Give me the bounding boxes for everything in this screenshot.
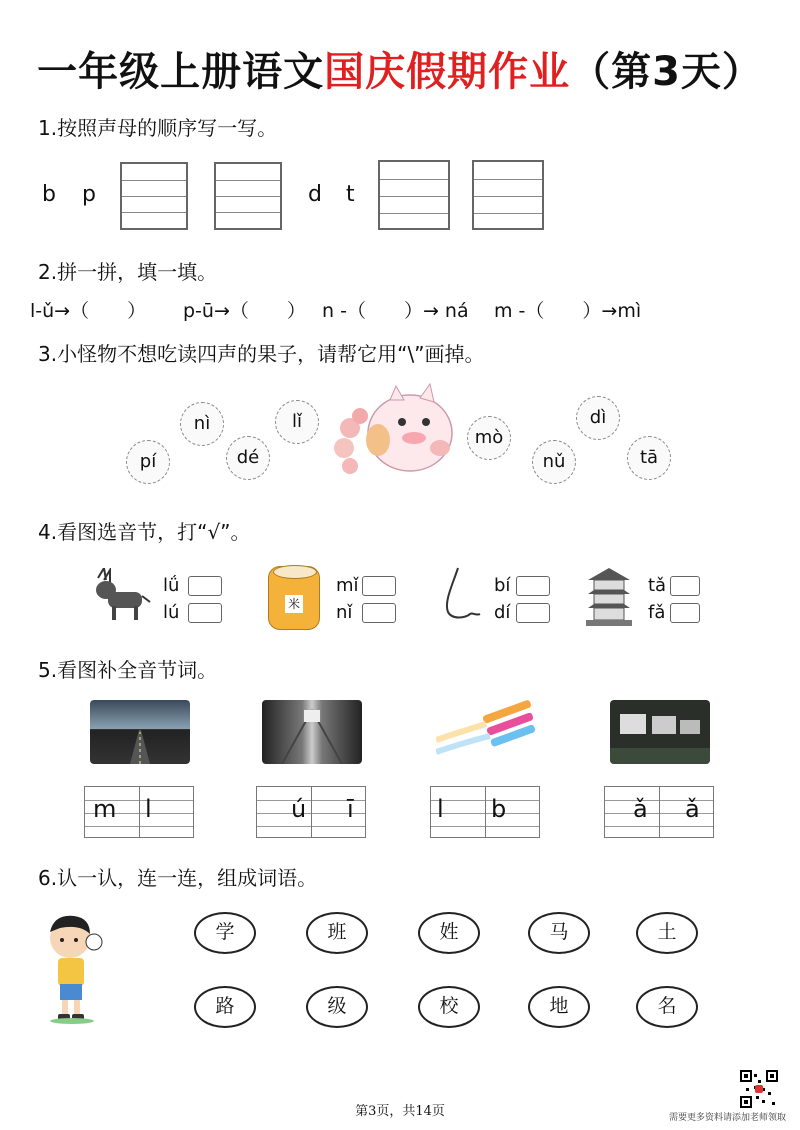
q5-grid-2[interactable]: ú ī — [256, 786, 366, 838]
q4-g2-opt2: nǐ — [336, 602, 353, 623]
q4-g3-opt1: bí — [494, 575, 511, 596]
q5-label: 5.看图补全音节词。 — [38, 658, 218, 682]
q4-g2-box2[interactable] — [362, 603, 396, 623]
page-title: 一年级上册语文国庆假期作业（第3天） — [37, 49, 763, 95]
rice-bag-image — [268, 566, 320, 630]
rice-bag-label: 米 — [285, 595, 303, 613]
word-circle-lu[interactable]: 路 — [194, 986, 256, 1028]
word-circle-ban[interactable]: 班 — [306, 912, 368, 954]
fruit-5[interactable]: mò — [467, 416, 511, 460]
word-circle-xiao[interactable]: 校 — [418, 986, 480, 1028]
fruit-4[interactable]: dé — [226, 436, 270, 480]
q1-letter-t: t — [346, 182, 355, 207]
q1-write-box-3[interactable] — [378, 160, 450, 230]
q5-grid-4[interactable]: ǎ ǎ — [604, 786, 714, 838]
fruit-6[interactable]: dì — [576, 396, 620, 440]
word-circle-xue[interactable]: 学 — [194, 912, 256, 954]
q1-write-box-1[interactable] — [120, 162, 188, 230]
donkey-image — [90, 568, 152, 624]
word-circle-di[interactable]: 地 — [528, 986, 590, 1028]
q2-item-1[interactable]: l-ǔ→（ ） — [30, 300, 147, 322]
q4-g1-opt1: lǘ — [163, 575, 180, 596]
watermark-text: 需要更多资料请添加老师领取 — [668, 1113, 786, 1123]
fruit-1[interactable]: nì — [180, 402, 224, 446]
word-circle-ji[interactable]: 级 — [306, 986, 368, 1028]
q1-letter-p: p — [82, 182, 96, 207]
q2-label: 2.拼一拼，填一填。 — [38, 260, 218, 284]
word-circle-ma[interactable]: 马 — [528, 912, 590, 954]
fruit-7[interactable]: nǔ — [532, 440, 576, 484]
photo-road — [90, 700, 190, 764]
word-circle-ming[interactable]: 名 — [636, 986, 698, 1028]
q4-g4-opt1: tǎ — [648, 575, 667, 596]
photo-chalk — [436, 700, 536, 764]
q2-item-3[interactable]: n -（ ）→ ná — [322, 300, 469, 322]
qr-code-icon — [740, 1070, 778, 1108]
q2-item-4[interactable]: m -（ ）→mì — [494, 300, 642, 322]
q4-g3-opt2: dí — [494, 602, 511, 623]
q4-g2-opt1: mǐ — [336, 575, 359, 596]
q3-label: 3.小怪物不想吃读四声的果子，请帮它用“\”画掉。 — [38, 342, 485, 366]
q4-g4-box2[interactable] — [670, 603, 700, 623]
q5-grid-3[interactable]: l b — [430, 786, 540, 838]
q1-write-box-4[interactable] — [472, 160, 544, 230]
q6-label: 6.认一认，连一连，组成词语。 — [38, 866, 318, 890]
pagoda-image — [584, 566, 634, 628]
q4-g1-opt2: lú — [163, 602, 180, 623]
q4-g4-opt2: fǎ — [648, 602, 666, 623]
q1-label: 1.按照声母的顺序写一写。 — [38, 116, 278, 140]
q4-label: 4.看图选音节，打“√”。 — [38, 520, 251, 544]
boy-illustration — [40, 912, 106, 1024]
fruit-3[interactable]: pí — [126, 440, 170, 484]
word-circle-tu[interactable]: 土 — [636, 912, 698, 954]
q5-grid-1[interactable]: m l — [84, 786, 194, 838]
fruit-2[interactable]: lǐ — [275, 400, 319, 444]
q1-letter-b: b — [42, 182, 56, 207]
fruit-8[interactable]: tā — [627, 436, 671, 480]
photo-building-interior — [262, 700, 362, 764]
q2-item-2[interactable]: p-ū→（ ） — [183, 300, 306, 322]
page-title-red: 国庆假期作业 — [324, 49, 571, 95]
photo-display-boards — [610, 700, 710, 764]
nose-image — [440, 566, 484, 626]
q4-g4-box1[interactable] — [670, 576, 700, 596]
monster-illustration — [330, 378, 460, 478]
q1-letter-d: d — [308, 182, 322, 207]
word-circle-xing[interactable]: 姓 — [418, 912, 480, 954]
q1-write-box-2[interactable] — [214, 162, 282, 230]
q4-g1-box1[interactable] — [188, 576, 222, 596]
q4-g3-box2[interactable] — [516, 603, 550, 623]
page-footer: 第3页，共14页 — [355, 1104, 445, 1119]
q4-g3-box1[interactable] — [516, 576, 550, 596]
q4-g2-box1[interactable] — [362, 576, 396, 596]
q4-g1-box2[interactable] — [188, 603, 222, 623]
